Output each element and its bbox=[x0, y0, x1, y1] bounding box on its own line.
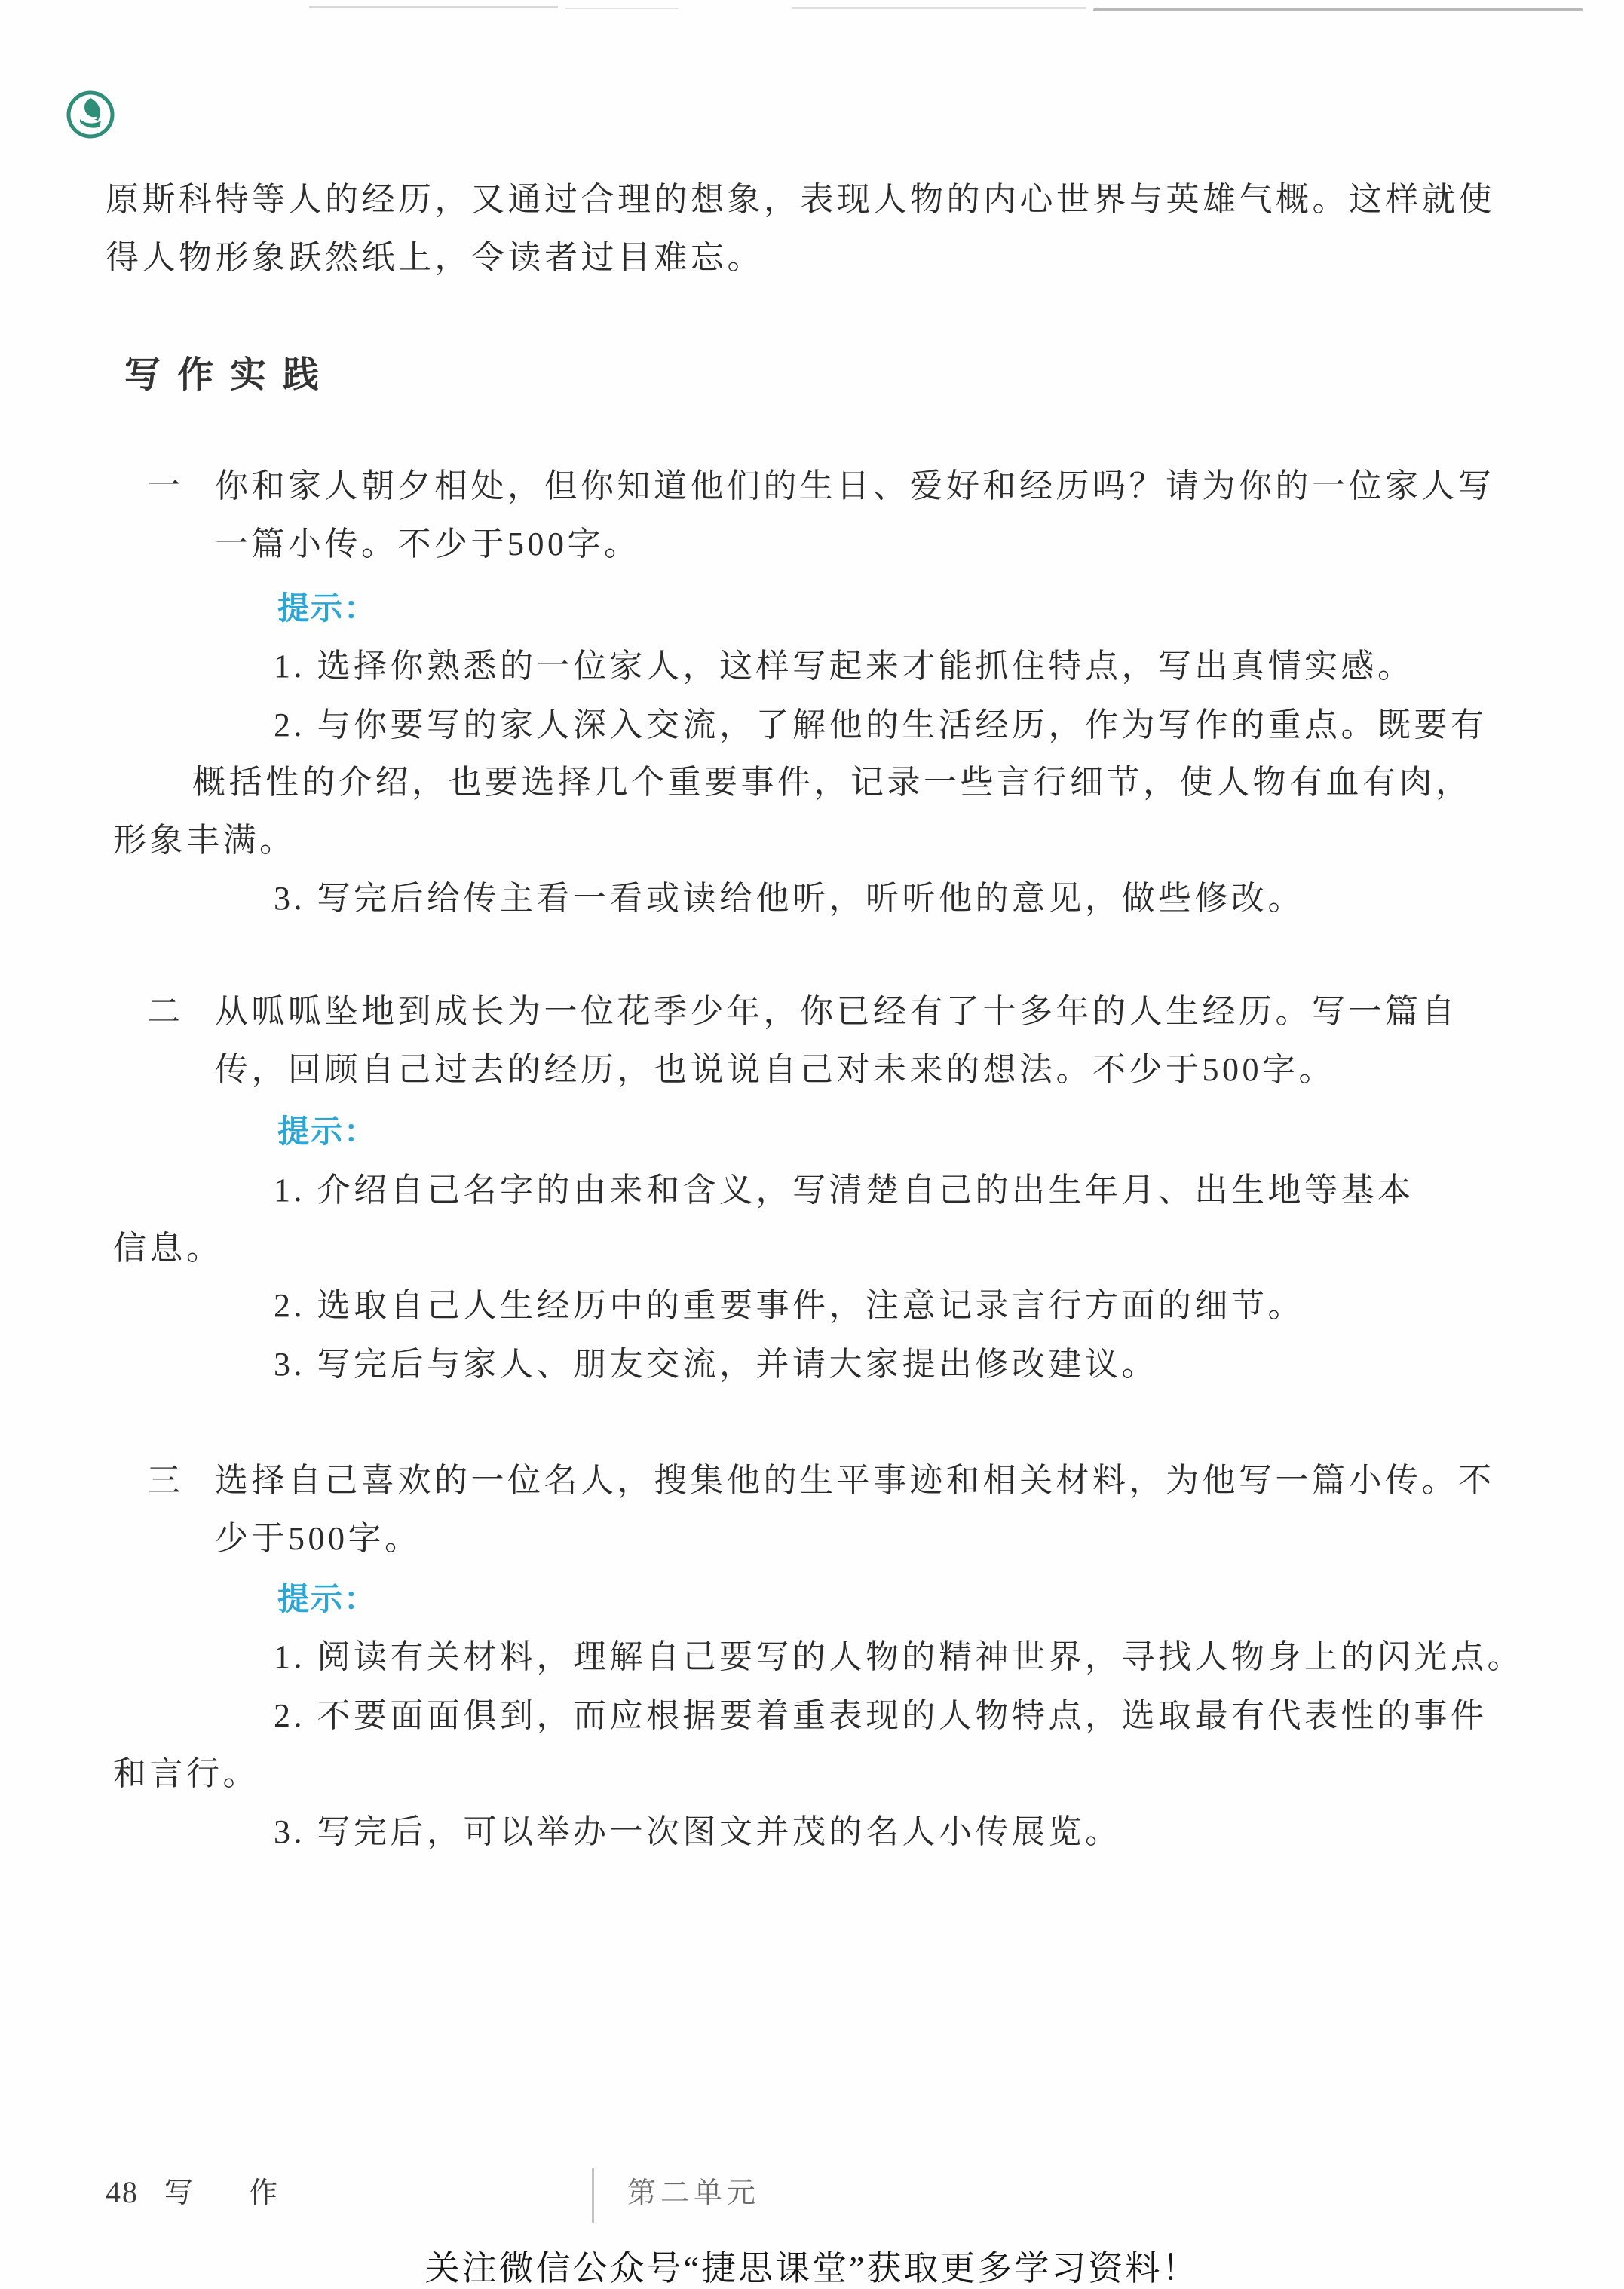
scan-artifact-line bbox=[792, 7, 1086, 9]
publisher-logo-icon bbox=[65, 89, 116, 140]
hint-line: 2. 不要面面俱到，而应根据要着重表现的人物特点，选取最有代表性的事件 bbox=[274, 1697, 1488, 1734]
intro-line: 原斯科特等人的经历，又通过合理的想象，表现人物的内心世界与英雄气概。这样就使 bbox=[106, 181, 1495, 218]
hint-label: 提示： bbox=[277, 1114, 378, 1149]
scan-artifact-line bbox=[1093, 8, 1583, 11]
hint-line: 1. 选择你熟悉的一位家人，这样写起来才能抓住特点，写出真情实感。 bbox=[274, 648, 1414, 685]
task-marker: 三 bbox=[147, 1462, 184, 1499]
intro-line: 得人物形象跃然纸上，令读者过目难忘。 bbox=[106, 239, 764, 276]
task-line: 从呱呱坠地到成长为一位花季少年，你已经有了十多年的人生经历。写一篇自 bbox=[215, 993, 1458, 1030]
hint-line: 形象丰满。 bbox=[113, 822, 296, 859]
task-marker: 二 bbox=[147, 993, 184, 1030]
hint-line: 2. 选取自己人生经历中的重要事件，注意记录言行方面的细节。 bbox=[274, 1287, 1304, 1324]
page-number: 48 bbox=[106, 2175, 139, 2209]
hint-line: 1. 介绍自己名字的由来和含义，写清楚自己的出生年月、出生地等基本 bbox=[274, 1172, 1414, 1209]
hint-label: 提示： bbox=[277, 1581, 378, 1616]
scan-artifact-line bbox=[309, 6, 558, 8]
task-line: 传，回顾自己过去的经历，也说说自己对未来的想法。不少于500字。 bbox=[215, 1051, 1335, 1088]
hint-line: 2. 与你要写的家人深入交流，了解他的生活经历，作为写作的重点。既要有 bbox=[274, 706, 1488, 743]
hint-line: 3. 写完后与家人、朋友交流，并请大家提出修改建议。 bbox=[274, 1346, 1158, 1383]
footer-divider bbox=[592, 2168, 594, 2223]
hint-label: 提示： bbox=[277, 590, 378, 626]
hint-line: 概括性的介绍，也要选择几个重要事件，记录一些言行细节，使人物有血有肉， bbox=[192, 764, 1472, 801]
hint-line: 和言行。 bbox=[113, 1755, 259, 1792]
task-marker: 一 bbox=[147, 467, 184, 504]
task-line: 选择自己喜欢的一位名人，搜集他的生平事迹和相关材料，为他写一篇小传。不 bbox=[215, 1462, 1495, 1499]
hint-line: 1. 阅读有关材料，理解自己要写的人物的精神世界，寻找人物身上的闪光点。 bbox=[274, 1638, 1524, 1675]
scan-artifact-line bbox=[565, 8, 679, 9]
promo-banner: 关注微信公众号“捷思课堂”获取更多学习资料！ bbox=[424, 2249, 1200, 2287]
task-line: 你和家人朝夕相处，但你知道他们的生日、爱好和经历吗？请为你的一位家人写 bbox=[215, 467, 1495, 504]
hint-line: 3. 写完后，可以举办一次图文并茂的名人小传展览。 bbox=[274, 1813, 1122, 1850]
task-line: 少于500字。 bbox=[215, 1520, 421, 1557]
footer-section-label: 写 作 bbox=[164, 2177, 292, 2209]
section-heading: 写作实践 bbox=[124, 355, 336, 395]
task-line: 一篇小传。不少于500字。 bbox=[215, 526, 641, 562]
hint-line: 信息。 bbox=[113, 1230, 223, 1267]
hint-line: 3. 写完后给传主看一看或读给他听，听听他的意见，做些修改。 bbox=[274, 880, 1304, 917]
footer-unit-label: 第二单元 bbox=[627, 2177, 761, 2209]
